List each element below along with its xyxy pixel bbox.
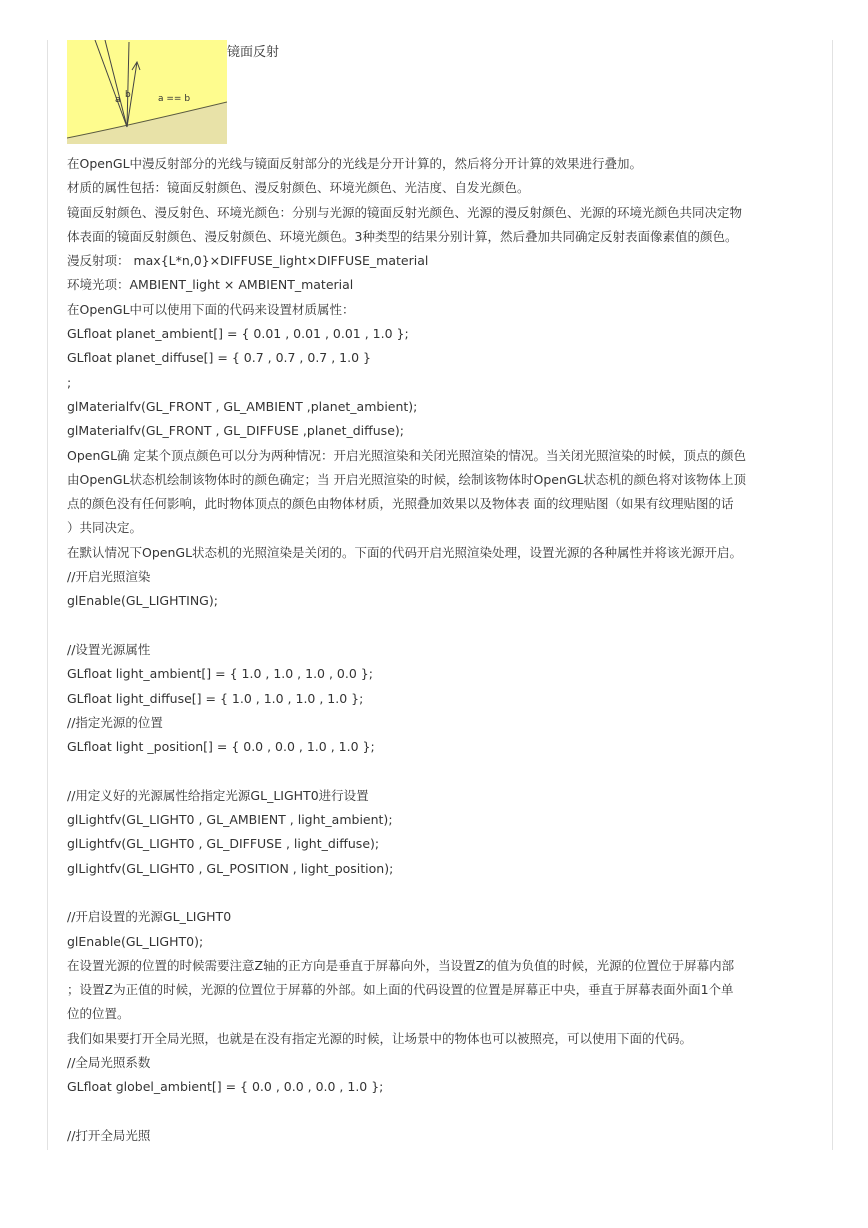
text-line: GLfloat planet_diffuse[] = { 0.7 , 0.7 , 0.7 , 1.0 } [67,350,371,366]
text-line: ; [67,374,72,390]
text-line: 漫反射项： max{L*n,0}×DIFFUSE_light×DIFFUSE_material [67,253,429,269]
figure-row [67,40,819,144]
text-line: //用定义好的光源属性给指定光源GL_LIGHT0进行设置 [67,787,369,803]
figure-caption: 镜面反射 [227,45,280,60]
text-line: 镜面反射颜色、漫反射色、环境光颜色：分别与光源的镜面反射光颜色、光源的漫反射颜色、光源的环境光颜色共同决定物 [67,204,743,220]
text-line: glLightfv(GL_LIGHT0 , GL_AMBIENT , light_ambient); [67,812,393,828]
text-line [67,614,819,638]
text-line: glMaterialfv(GL_FRONT , GL_AMBIENT ,planet_ambient); [67,398,418,414]
text-line: glEnable(GL_LIGHTING); [67,593,218,609]
text-line: 环境光项：AMBIENT_light × AMBIENT_material [67,277,354,293]
equation-label: a == b [158,94,191,104]
text-line: glLightfv(GL_LIGHT0 , GL_DIFFUSE , light_diffuse); [67,836,380,852]
text-line: glEnable(GL_LIGHT0); [67,933,204,949]
text-line: 点的颜色没有任何影响，此时物体顶点的颜色由物体材质，光照叠加效果以及物体表 面的纹理贴图（如果有纹理贴图的话 [67,496,734,512]
text-line: glMaterialfv(GL_FRONT , GL_DIFFUSE ,planet_diffuse); [67,423,404,439]
text-line: ）共同决定。 [67,520,143,536]
text-line: ；设置Z为正值的时候，光源的位置位于屏幕的外部。如上面的代码设置的位置是屏幕正中央，垂直于屏幕表面外面1个单 [67,982,734,998]
text-line: 由OpenGL状态机绘制该物体时的颜色确定；当 开启光照渲染的时候，绘制该物体时OpenGL状态机的颜色将对该物体上顶 [67,471,747,487]
angle-a-label: a [115,95,121,105]
text-line: //开启光照渲染 [67,569,151,585]
text-line: //打开全局光照 [67,1127,151,1143]
text-line: GLfloat planet_ambient[] = { 0.01 , 0.01 , 0.01 , 1.0 }; [67,326,409,342]
text-lines [67,152,819,1148]
text-line: 我们如果要打开全局光照，也就是在没有指定光源的时候，让场景中的物体也可以被照亮，可以使用下面的代码。 [67,1030,693,1046]
text-line: glLightfv(GL_LIGHT0 , GL_POSITION , light_position); [67,860,394,876]
angle-b-label: b [125,90,131,100]
text-line: //指定光源的位置 [67,714,163,730]
text-line: GLfloat light_diffuse[] = { 1.0 , 1.0 , 1.0 , 1.0 }; [67,690,364,706]
text-line: GLfloat globel_ambient[] = { 0.0 , 0.0 , 0.0 , 1.0 }; [67,1079,384,1095]
text-line: GLfloat light _position[] = { 0.0 , 0.0 , 1.0 , 1.0 }; [67,739,375,755]
text-line: 位的位置。 [67,1006,130,1022]
text-line: 在OpenGL中可以使用下面的代码来设置材质属性： [67,301,355,317]
text-line: 在设置光源的位置的时候需要注意Z轴的正方向是垂直于屏幕向外，当设置Z的值为负值的时候，光源的位置位于屏幕内部 [67,957,735,973]
text-line: 材质的属性包括：镜面反射颜色、漫反射颜色、环境光颜色、光洁度、自发光颜色。 [67,180,530,196]
article-content [67,40,819,1143]
specular-reflection-diagram [67,40,227,144]
text-line: 在OpenGL中漫反射部分的光线与镜面反射部分的光线是分开计算的，然后将分开计算的效果进行叠加。 [67,156,643,171]
text-line [67,881,819,905]
text-line: //全局光照系数 [67,1054,151,1070]
text-line [67,759,819,783]
text-line: //设置光源属性 [67,641,151,657]
text-line: //开启设置的光源GL_LIGHT0 [67,909,232,925]
text-line: 体表面的镜面反射颜色、漫反射颜色、环境光颜色。3种类型的结果分别计算，然后叠加共同确定反射表面像素值的颜色。 [67,228,738,244]
text-line: OpenGL确 定某个顶点颜色可以分为两种情况：开启光照渲染和关闭光照渲染的情况。当关闭光照渲染的时候，顶点的颜色 [67,447,747,463]
text-line [67,1100,819,1124]
text-line: 在默认情况下OpenGL状态机的光照渲染是关闭的。下面的代码开启光照渲染处理，设置光源的各种属性并将该光源开启。 [67,544,743,560]
text-line: GLfloat light_ambient[] = { 1.0 , 1.0 , 1.0 , 0.0 }; [67,666,373,682]
